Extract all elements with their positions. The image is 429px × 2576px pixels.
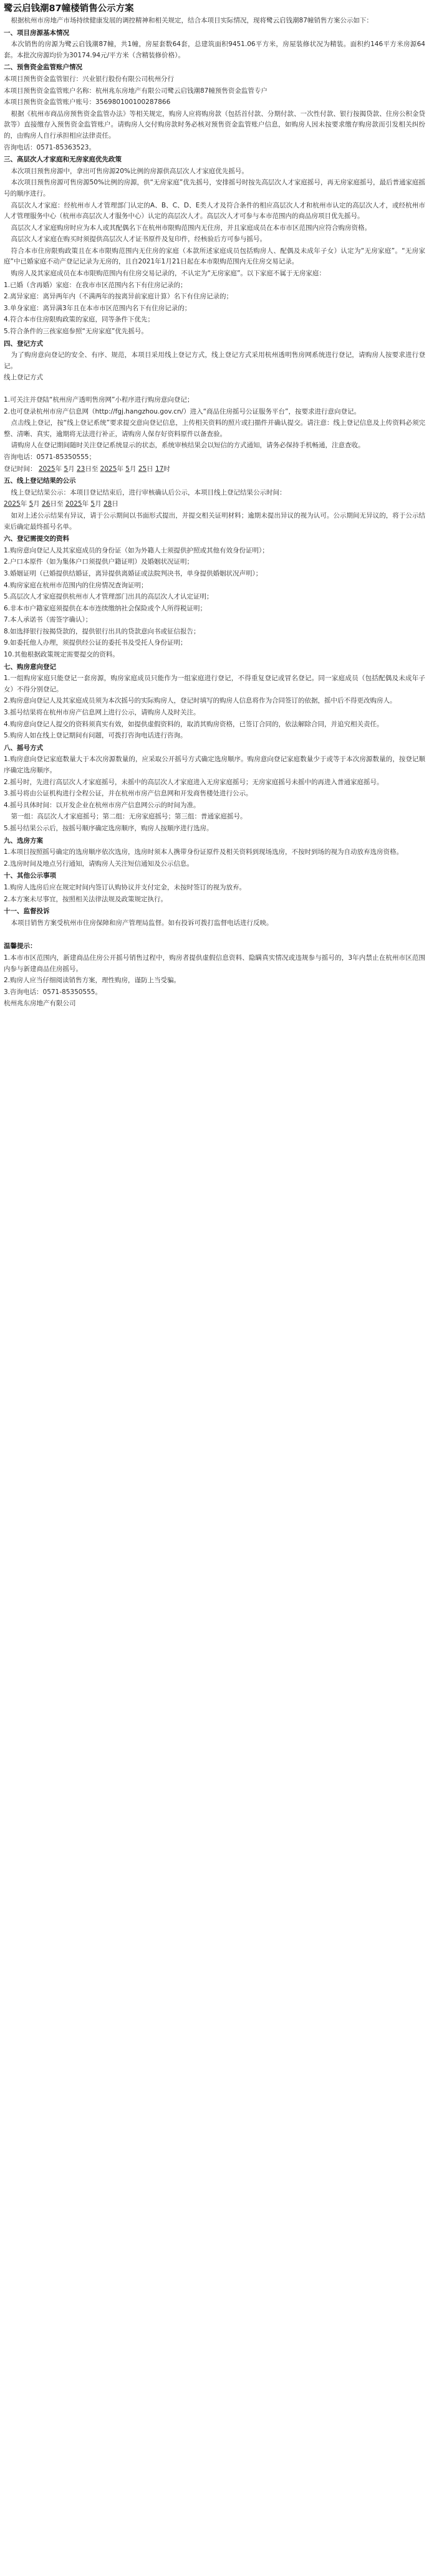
reg-end-month: 5 xyxy=(125,465,130,473)
section-5-after: 如对上述公示结果有异议，请于公示期间以书面形式提出，并提交相关证明材料；逾期未提出异议的视为认可。公示期间无异议的，将于公示结束后确定最终摇号名单。 xyxy=(4,511,425,531)
intro-paragraph: 根据杭州市房地产市场持续健康发展的调控精神和相关规定，结合本项目实际情况，现将鹭云启钱潮87幢销售方案公示如下： xyxy=(11,17,373,24)
section-9-body xyxy=(4,847,425,869)
reg-start-month: 5 xyxy=(64,465,69,473)
section-6-line: 6.非本市户籍家庭须提供在本市连续缴纳社会保险或个人所得税证明； xyxy=(4,604,207,612)
section-2-body xyxy=(4,74,425,153)
section-2-line: 本项目预售资金监管账户账号：356980100100287866 xyxy=(4,98,171,107)
section-8-line: 4.摇号具体时间：以开发企业在杭州市房产信息网公示的时间为准。 xyxy=(4,801,200,809)
section-10-line: 2.本方案未尽事宜，按照相关法律法规及政策规定执行。 xyxy=(4,895,168,903)
section-heading-7: 七、购房意向登记 xyxy=(4,663,56,671)
section-4-line: 请购房人在登记期间随时关注登记系统显示的状态，系统审核结果会以短信的方式通知，请务必保持手机畅通，注意查收。 xyxy=(11,442,365,450)
section-9-line: 1.本项目按照摇号确定的选房顺序依次选房，选房时须本人携带身份证原件及相关资料到现场选房，不按时到场的视为自动放弃选房资格。 xyxy=(4,848,403,856)
section-heading-2: 二、预售资金监管账户情况 xyxy=(4,64,82,72)
section-3-line: 高层次人才家庭：经杭州市人才管理部门认定的A、B、C、D、E类人才及符合条件的相应高层次人才和杭州市认定的高层次人才，或经杭州市人才管理服务中心（杭州市高层次人才服务中心）认定的高层次人才。高层次人才可参与本市范围内的商品房项目优先摇号。 xyxy=(4,201,425,220)
section-11-line: 本项目销售方案受杭州市住房保障和房产管理局监督。如有投诉可拨打监督电话进行反映。 xyxy=(11,919,273,927)
reg-start-year: 2025 xyxy=(38,465,55,473)
pub-end-day: 28 xyxy=(103,500,112,508)
section-3-line: 高层次人才家庭在购买时须提供高层次人才证书原件及复印件，经核验后方可参与摇号。 xyxy=(11,235,267,244)
section-3-body xyxy=(4,166,425,338)
reg-end-day: 25 xyxy=(138,465,147,473)
section-10-body xyxy=(4,883,425,905)
section-10-line: 1.购房人选房后应在规定时间内签订认购协议并支付定金，未按时签订的视为放弃。 xyxy=(4,883,246,891)
reg-end-year: 2025 xyxy=(100,465,117,473)
section-11-body xyxy=(4,918,425,929)
section-3-line: 购房人及其家庭成员在本市限购范围内有住房交易记录的，不认定为“无房家庭”。以下家庭不属于无房家庭： xyxy=(11,270,325,278)
section-7-line: 2.购房意向登记人及其家庭成员须为本次摇号的实际购房人，登记时填写的购房人信息将作为合同签订的依据，摇中后不得更改购房人。 xyxy=(4,697,397,705)
section-6-line: 7.本人承诺书（需签字确认）； xyxy=(4,616,92,624)
section-heading-8: 八、摇号方式 xyxy=(4,744,43,752)
section-8-line: 2.摇号时，先进行高层次人才家庭摇号，未摇中的高层次人才家庭进入无房家庭摇号；无房家庭摇号未摇中的再进入普通家庭摇号。 xyxy=(4,778,383,786)
registration-time-label: 登记时间： xyxy=(4,465,37,473)
section-heading-6: 六、登记需提交的资料 xyxy=(4,535,69,543)
section-1-body xyxy=(4,39,425,61)
section-3-line: 2.离异家庭：离异两年内（不满两年的按离异前家庭计算）名下有住房记录的； xyxy=(4,293,233,301)
document xyxy=(0,0,429,1010)
section-3-line: 高层次人才家庭购房时应为本人或其配偶名下在杭州市限购范围内无住房，并且家庭成员在本市市区范围内应符合购房资格。 xyxy=(11,224,372,232)
spacer xyxy=(4,384,425,395)
section-8-line: 1.购房意向登记家庭数量大于本次房源数量的，应采取公开摇号方式确定选房顺序。购房意向登记家庭数量少于或等于本次房源数量的，按登记顺序确定选房顺序。 xyxy=(4,755,425,774)
section-6-line: 5.高层次人才家庭提供杭州市人才管理部门出具的高层次人才认定证明； xyxy=(4,593,213,601)
section-8-line: 5.摇号结果公示后，按摇号顺序确定选房顺序，购房人按顺序进行选房。 xyxy=(4,824,213,832)
section-4-line: 点击线上登记，按“线上登记系统”要求提交意向登记信息，上传相关资料的照片或扫描件并确认提交。请注意：线上登记信息及上传资料必须完整、清晰、真实，逾期将无法进行补正，请购房人保存好资料原件以备查验。 xyxy=(4,419,425,438)
section-heading-9: 九、选房方案 xyxy=(4,836,43,845)
pub-start-day: 26 xyxy=(42,500,51,508)
section-7-body xyxy=(4,673,425,742)
section-heading-11: 十一、监督投诉 xyxy=(4,907,50,916)
section-4-line: 咨询电话：0571-85350555； xyxy=(4,453,95,461)
section-5-line: 线上登记结果公示：本项目登记结束后，进行审核确认后公示，本项目线上登记结果公示时间： xyxy=(11,488,286,496)
section-4-line: 为了购房意向登记的安全、有序、规范，本项目采用线上登记方式，线上登记方式采用杭州透明售房网系统进行登记，请购房人按要求进行登记。 xyxy=(4,351,425,370)
spacer xyxy=(4,929,425,940)
section-3-line: 4.符合本市住房限购政策的家庭，同等条件下优先； xyxy=(4,316,155,324)
page-title: 鹭云启钱潮87幢楼销售公示方案 xyxy=(4,4,134,14)
section-heading-10: 十、其他公示事项 xyxy=(4,872,56,880)
pub-start-year: 2025 xyxy=(4,500,21,508)
section-7-line: 5.购房人如在线上登记期间有问题，可拨打咨询电话进行咨询。 xyxy=(4,732,187,740)
registration-time: 登记时间： 2025年 5月 23日至 2025年 5月 25日 17时 xyxy=(4,465,170,473)
section-8-line: 3.摇号将由公证机构进行全程公证，并在杭州市房产信息网和开发商售楼处进行公示。 xyxy=(4,790,253,798)
section-2-line: 根据《杭州市商品房预售资金监管办法》等相关规定，购房人应将购房款（包括首付款、分期付款、一次性付款、银行按揭贷款、住房公积金贷款等）直接缴存入预售资金监管账户。请购房人交付购房款时务必核对预售资金监管账户信息，如购房人因未按要求缴存购房款而引发相关纠纷的，由购房人自行承担相应法律责任。 xyxy=(4,110,425,140)
section-6-line: 1.购房意向登记人及其家庭成员的身份证（如为外籍人士须提供护照或其他有效身份证明）； xyxy=(4,546,269,554)
section-heading-5: 五、线上登记结果的公示 xyxy=(4,477,76,485)
section-6-line: 3.婚姻证明（已婚提供结婚证，离异提供离婚证或法院判决书，单身提供婚姻状况声明）； xyxy=(4,569,263,577)
section-2-line: 咨询电话：0571-85363523。 xyxy=(4,143,95,151)
section-3-line: 本次项目预售房源可售房源50%比例的房源，供“无房家庭”优先摇号，安排摇号时按先高层次人才家庭摇号，再无房家庭摇号，最后普通家庭摇号的顺序进行。 xyxy=(4,179,425,197)
notice-line: 3.咨询电话：0571-85350555。 xyxy=(4,988,102,996)
section-7-line: 4.购房意向登记人提交的资料须真实有效，如提供虚假资料的，取消其购房资格，已签订合同的，依法解除合同，并追究相关责任。 xyxy=(4,720,383,728)
section-3-line: 本次项目预售房源中，拿出可售房源20%比例的房源供高层次人才家庭优先摇号。 xyxy=(11,167,248,175)
section-4-body xyxy=(4,350,425,475)
section-6-line: 9.如委托他人办理，须提供经公证的委托书及受托人身份证明； xyxy=(4,639,187,647)
notice-body xyxy=(4,953,425,998)
pub-end-month: 5 xyxy=(90,500,95,508)
publicity-time: 2025年 5月 26日至 2025年 5月 28日 xyxy=(4,500,118,508)
section-2-line: 本项目预售资金监管银行：兴业银行股份有限公司杭州分行 xyxy=(4,75,174,83)
notice-line: 2.购房人应当仔细阅读销售方案，理性购房，谨防上当受骗。 xyxy=(4,977,181,985)
section-5-body xyxy=(4,488,425,533)
section-6-line: 8.如选择银行按揭贷款的，提供银行出具的贷款意向书或征信报告； xyxy=(4,627,200,635)
section-3-line: 符合本市住房限购政策且在本市限购范围内无住房的家庭（本款所述家庭成员包括购房人、配偶及未成年子女）认定为“无房家庭”。“无房家庭”中已婚家庭不动产登记记录为无房的，且自2021年1月21日起在本市限购范围内无住房交易记录。 xyxy=(4,247,425,266)
section-4-line: 2.也可登录杭州市房产信息网（http://fgj.hangzhou.gov.cn/）进入“商品住房摇号公证服务平台”，按要求进行意向登记。 xyxy=(4,407,360,415)
section-6-body xyxy=(4,546,425,661)
section-heading-4: 四、登记方式 xyxy=(4,339,43,348)
section-heading-1: 一、项目房源基本情况 xyxy=(4,29,69,37)
notice-line: 1.本市市区范围内，新建商品住房公开摇号销售过程中，购房者提供虚假信息资料、隐瞒真实情况或违规参与摇号的，3年内禁止在杭州市区范围内参与新建商品住房摇号。 xyxy=(4,954,425,973)
section-9-line: 2.选房时间及地点另行通知，请购房人关注短信通知及公示信息。 xyxy=(4,859,194,868)
section-4-line: 线上登记方式 xyxy=(4,374,43,382)
reg-start-day: 23 xyxy=(76,465,85,473)
section-6-line: 4.购房家庭在杭州市范围内的住房情况查询证明； xyxy=(4,581,148,589)
section-8-body xyxy=(4,754,425,834)
signature: 杭州兆东房地产有限公司 xyxy=(4,1000,76,1008)
notice-heading: 温馨提示： xyxy=(4,942,37,950)
section-4-line: 1.可关注并登陆“杭州房产透明售房网”小程序进行购房意向登记； xyxy=(4,396,194,404)
section-heading-3: 三、高层次人才家庭和无房家庭优先政策 xyxy=(4,156,122,164)
pub-end-year: 2025 xyxy=(65,500,82,508)
section-1-line: 本次销售的房源为鹭云启钱潮87幢，共1幢，房屋套数64套，总建筑面积9451.06平方米，房屋装修状况为精装。面积约146平方米房源64套。本批次房源均价为30174.94元/平方米（含精装修价格）。 xyxy=(4,40,425,59)
section-3-line: 1.已婚（含再婚）家庭：在我市市区范围内名下有住房记录的； xyxy=(4,281,187,289)
reg-end-hour: 17 xyxy=(155,465,164,473)
section-7-line: 1.一组购房家庭只能登记一套房源，购房家庭成员只能作为一组家庭进行登记，不得重复登记或冒名登记。同一家庭成员（包括配偶及未成年子女）不得分别登记。 xyxy=(4,675,425,693)
section-3-line: 3.单身家庭：离异满3年且在本市市区范围内名下有住房记录的； xyxy=(4,304,191,312)
pub-start-month: 5 xyxy=(29,500,34,508)
section-3-line: 5.符合条件的三孩家庭参照“无房家庭”优先摇号。 xyxy=(4,328,148,336)
section-6-line: 2.户口本原件（如为集体户口须提供户籍证明）及婚姻状况证明； xyxy=(4,558,194,566)
section-2-line: 本项目预售资金监管账户名称：杭州兆东房地产有限公司鹭云启钱潮87幢预售资金监管专户 xyxy=(4,87,268,95)
section-7-line: 3.摇号结果将在杭州市房产信息网上进行公示，请购房人及时关注。 xyxy=(4,709,200,717)
section-6-line: 10.其他根据政策规定需要提交的资料。 xyxy=(4,651,119,659)
section-8-line: 第一组：高层次人才家庭摇号；第二组：无房家庭摇号；第三组：普通家庭摇号。 xyxy=(11,813,247,821)
